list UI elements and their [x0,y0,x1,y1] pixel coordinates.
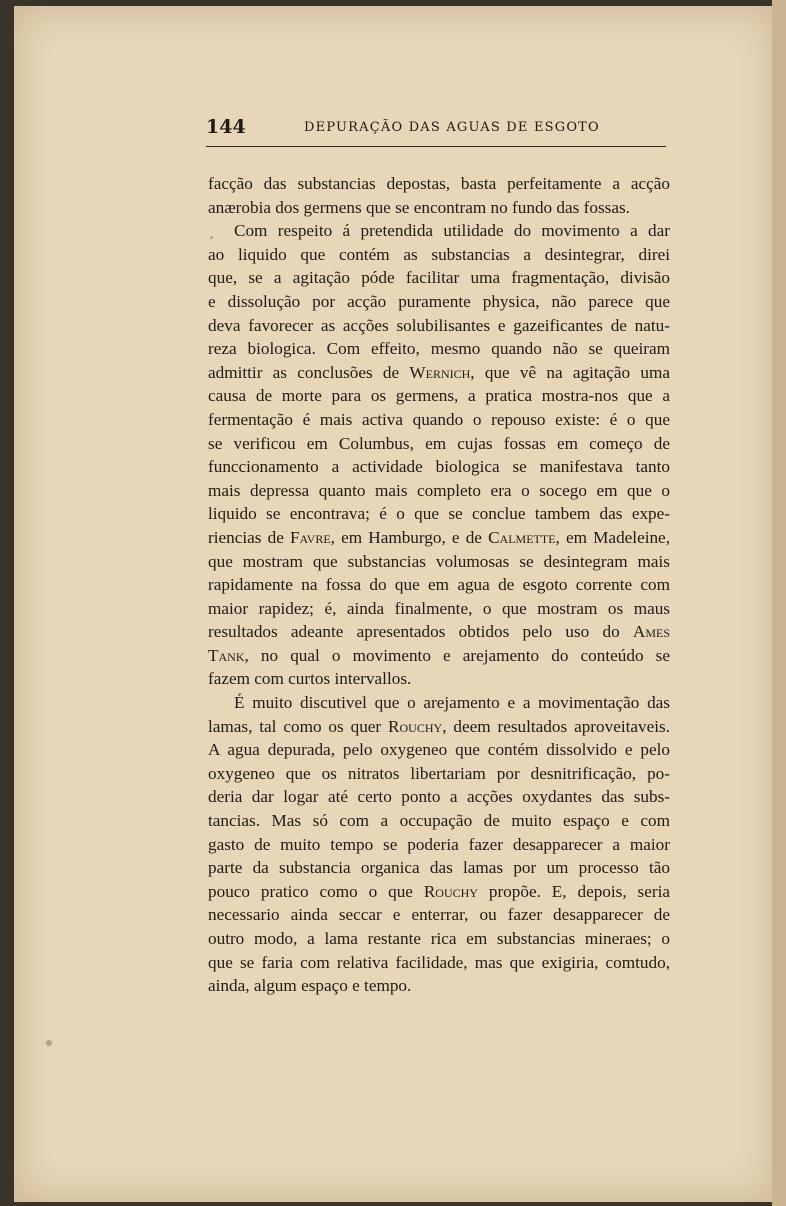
text-line: resultados adeante apresentados obtidos pelo uso do Ames [208,622,670,642]
text-line: pouco pratico como o que Rouchy propõe. E, depois, seria [208,881,671,901]
text-line: tancias. Mas só com a occupação de muito espaço e com [208,811,670,831]
body-text [208,172,670,998]
page-number: 144 [206,116,246,138]
running-title: DEPURAÇÃO DAS AGUAS DE ESGOTO [304,120,600,135]
text-line: fazem com curtos intervallos. [208,669,412,689]
text-line: anærobia dos germens que se encontram no fundo das fossas. [208,197,630,217]
text-line: funccionamento a actividade biologica se manifestava tanto [208,457,670,477]
page-header [206,112,666,146]
text-line: Com respeito á pretendida utilidade do movimento a dar [234,221,670,241]
text-line: admittir as conclusões de Wernich, que vê na agitação uma [208,362,670,382]
text-line: causa de morte para os germens, a pratica mostra-nos que a [208,386,670,406]
text-line: que mostram que substancias volumosas se desintegram mais [208,551,670,571]
text-line: É muito discutivel que o arejamento e a movimentação das [234,693,670,713]
text-line: ao liquido que contém as substancias a desintegrar, direi [208,244,670,264]
text-line: e dissolução por acção puramente physica, não parece que [208,291,670,311]
text-line: gasto de muito tempo se poderia fazer desapparecer a maior [208,834,670,854]
text-line: liquido se encontrava; é o que se conclue tambem das expe- [208,504,670,524]
text-line: deria dar logar até certo ponto a acções oxydantes das subs- [208,787,670,807]
text-line: se verificou em Columbus, em cujas fossas em começo de [208,433,670,453]
text-line: parte da substancia organica das lamas por um processo tão [208,858,670,878]
text-line: outro modo, a lama restante rica em substancias mineraes; o [208,929,670,948]
text-line: lamas, tal como os quer Rouchy, deem resultados aproveitaveis. [208,716,670,736]
text-line: Tank, no qual o movimento e arejamento do conteúdo se [208,645,670,665]
text-line: ainda, algum espaço e tempo. [208,976,412,996]
text-line: fermentação é mais activa quando o repouso existe: é o que [208,409,670,429]
text-line: deva favorecer as acções solubilisantes e gazeificantes de natu- [208,315,670,335]
text-line: que, se a agitação póde facilitar uma fragmentação, divisão [208,268,670,288]
text-line: mais depressa quanto mais completo era o socego em que o [208,480,670,500]
text-line: maior rapidez; é, ainda finalmente, o que mostram os maus [208,598,670,618]
text-line: oxygeneo que os nitratos libertariam por desnitrificação, po- [208,763,670,783]
text-line: facção das substancias depostas, basta perfeitamente a acção [208,174,670,193]
text-line: riencias de Favre, em Hamburgo, e de Calmette, em Madeleine, [208,527,670,547]
text-line: que se faria com relativa facilidade, mas que exigiria, comtudo, [208,952,670,972]
text-line: reza biologica. Com effeito, mesmo quando não se queiram [208,339,670,359]
page-edge [772,0,786,1206]
text-line: necessario ainda seccar e enterrar, ou fazer desapparecer de [208,905,670,925]
paper-spot [46,1040,52,1046]
text-line: A agua depurada, pelo oxygeneo que contém dissolvido e pelo [208,740,670,760]
text-line: rapidamente na fossa do que em agua de esgoto corrente com [208,575,670,595]
header-rule [206,146,666,147]
